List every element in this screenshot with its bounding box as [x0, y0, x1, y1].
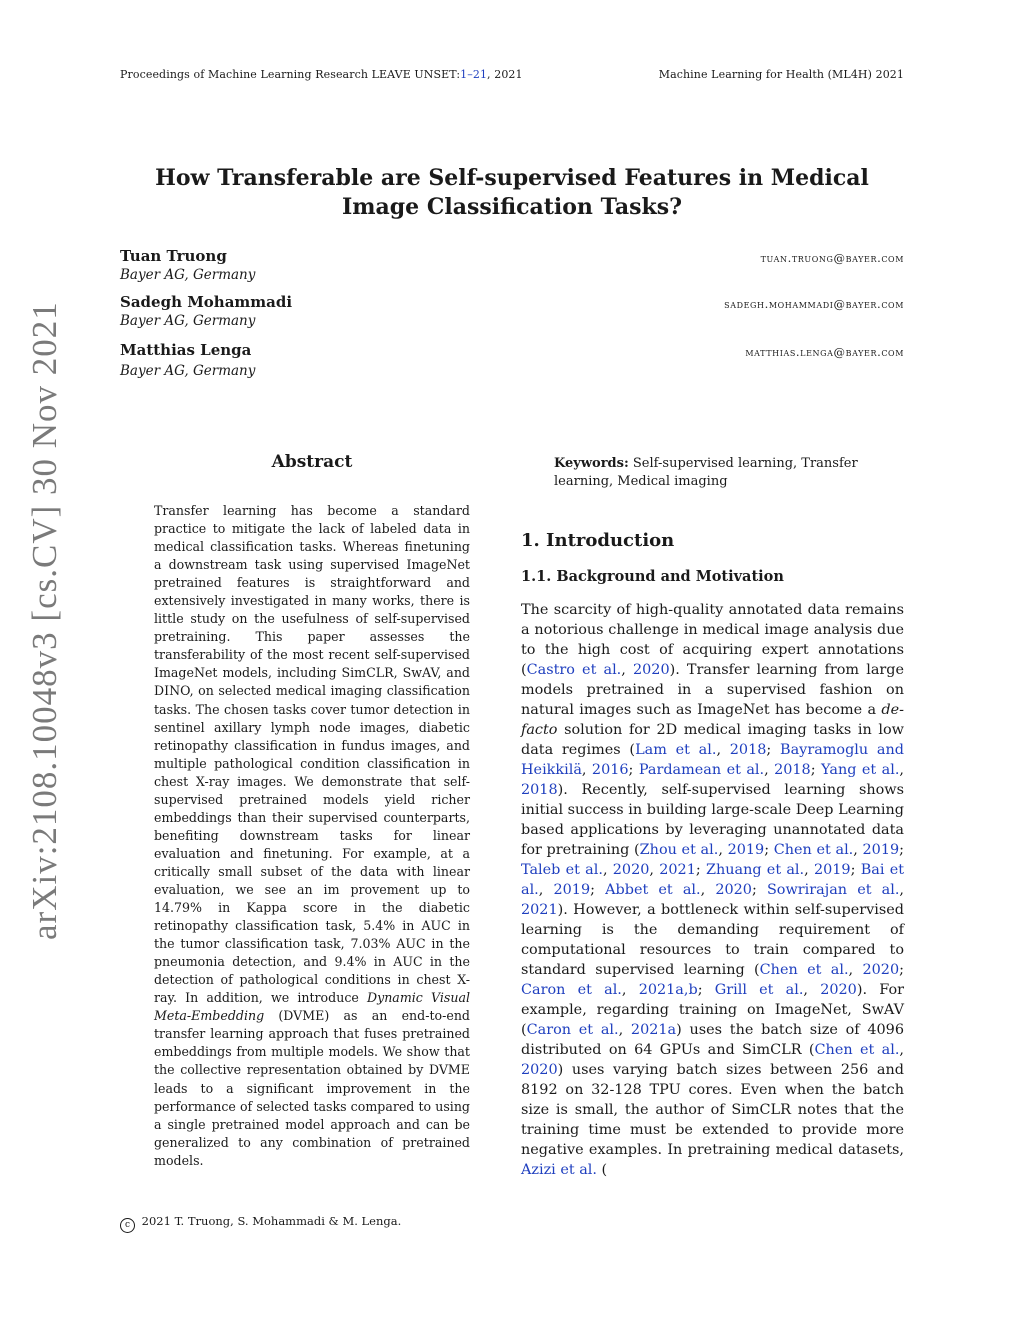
intro-text: ;: [766, 742, 781, 758]
intro-text: ,: [804, 862, 814, 878]
intro-text: ;: [590, 882, 606, 898]
copyright-icon: c: [120, 1218, 135, 1233]
citation-link[interactable]: 2018: [774, 762, 811, 778]
running-header-right: Machine Learning for Health (ML4H) 2021: [658, 68, 904, 81]
citation-link[interactable]: 2021: [659, 862, 696, 878]
intro-text: ,: [848, 962, 863, 978]
citation-link[interactable]: Abbet et al.: [605, 882, 701, 898]
intro-text: ,: [581, 762, 592, 778]
intro-text: ,: [649, 862, 660, 878]
intro-text: ,: [853, 842, 863, 858]
copyright-text: 2021 T. Truong, S. Mohammadi & M. Lenga.: [141, 1214, 402, 1228]
citation-link[interactable]: 2018: [521, 782, 558, 798]
intro-text: ,: [538, 882, 554, 898]
proceedings-year: , 2021: [487, 68, 523, 81]
intro-text: ,: [899, 762, 904, 778]
citation-link[interactable]: 2020: [521, 1062, 558, 1078]
citation-link[interactable]: Castro et al.: [526, 662, 622, 678]
intro-text: ;: [850, 862, 861, 878]
citation-link[interactable]: 2016: [591, 762, 629, 778]
citation-link[interactable]: Taleb et al.: [521, 862, 603, 878]
citation-link[interactable]: 2021a: [630, 1022, 677, 1038]
author-email-3[interactable]: matthias.lenga@bayer.com: [745, 345, 904, 359]
citation-link[interactable]: Caron et al.: [521, 982, 622, 998]
intro-text: ). However, a bottleneck within self-supervised learning is the demanding requirement of computational resources to train compared to standard supervised learning (: [521, 902, 904, 978]
author-name-3: Matthias Lenga: [120, 341, 252, 359]
intro-text: ,: [621, 982, 639, 998]
citation-link[interactable]: Bai et al.: [521, 862, 904, 898]
citation-link[interactable]: 2019: [727, 842, 765, 858]
author-email-1[interactable]: tuan.truong@bayer.com: [760, 251, 904, 265]
citation-link[interactable]: Azizi et al.: [521, 1162, 597, 1178]
section-title-introduction: 1. Introduction: [521, 530, 675, 551]
intro-text: ,: [602, 862, 613, 878]
intro-text: ;: [695, 862, 706, 878]
intro-text: ;: [697, 982, 715, 998]
citation-link[interactable]: 2019: [813, 862, 851, 878]
citation-link[interactable]: 2019: [553, 882, 591, 898]
intro-text: ;: [899, 962, 904, 978]
intro-text: ;: [899, 842, 904, 858]
abstract-text-part-1: Transfer learning has become a standard practice to mitigate the lack of labeled data in medical classification tasks. Whereas finetuning a downstream task using supervised ImageNet pretrained features is straightforward and extensively investigated in many works, there is little study on the usefulness of self-supervised pretraining. This paper assesses the transferability of the most recent self-supervised ImageNet models, including SimCLR, SwAV, and DINO, on selected medical imaging classification tasks. The chosen tasks cover tumor detection in sentinel axillary lymph node images, diabetic retinopathy classification in fundus images, and multiple pathological condition classification in chest X-ray images. We demonstrate that self-supervised pretrained models yield richer embeddings than their supervised counterparts, benefiting downstream tasks for linear evaluation and finetuning. For example, at a critically small subset of the data with linear evaluation, we see an im provement up to 14.79% in Kappa score in the diabetic retinopathy classification task, 5.4% in AUC in the tumor classification task, 7.03% AUC in the pneumonia detection, and 9.4% in AUC in the detection of pathological conditions in chest X-ray. In addition, we introduce: [154, 503, 470, 1006]
intro-text: ) uses varying batch sizes between 256 and 8192 on 32-128 TPU cores. Even when the batch size is small, the author of SimCLR notes that the training time must be extended to provide more negative examples. In pretraining medical datasets,: [521, 1062, 904, 1158]
intro-text: ,: [803, 982, 821, 998]
intro-emphasis: de-facto: [521, 702, 904, 738]
introduction-paragraph: [521, 600, 904, 1180]
author-name-2: Sadegh Mohammadi: [120, 293, 293, 311]
author-affiliation-2: Bayer AG, Germany: [120, 313, 256, 329]
citation-link[interactable]: Zhou et al.: [639, 842, 719, 858]
keywords-text: Self-supervised learning, Transfer learning, Medical imaging: [554, 456, 858, 489]
citation-link[interactable]: Pardamean et al.: [638, 762, 765, 778]
citation-link[interactable]: Grill et al.: [714, 982, 804, 998]
intro-text: ,: [899, 882, 904, 898]
subsection-title-background: 1.1. Background and Motivation: [521, 568, 784, 585]
citation-link[interactable]: 2021: [521, 902, 558, 918]
citation-link[interactable]: 2020: [632, 662, 670, 678]
intro-text: The scarcity of high-quality annotated data remains a notorious challenge in medical image analysis due to the high cost of acquiring expert annotations (: [521, 602, 904, 678]
citation-link[interactable]: Chen et al.: [759, 962, 849, 978]
intro-text: ,: [618, 1022, 631, 1038]
intro-text: ;: [628, 762, 639, 778]
author-name-1: Tuan Truong: [120, 247, 227, 265]
intro-text: ;: [764, 842, 774, 858]
running-header-left: [120, 68, 523, 81]
intro-text: ,: [700, 882, 716, 898]
paper-title: How Transferable are Self-supervised Features in Medical Image Classification Tasks?: [155, 165, 869, 220]
page-range-link[interactable]: 1–21: [460, 68, 488, 81]
intro-text: ;: [751, 882, 767, 898]
intro-text: ,: [899, 1042, 904, 1058]
citation-link[interactable]: Lam et al.: [635, 742, 717, 758]
citation-link[interactable]: Zhuang et al.: [705, 862, 805, 878]
citation-link[interactable]: 2020: [612, 862, 650, 878]
citation-link[interactable]: 2021a,b: [638, 982, 698, 998]
intro-text: ) uses the batch size of 4096 distributed on 64 GPUs and SimCLR (: [521, 1022, 904, 1058]
author-email-2[interactable]: sadegh.mohammadi@bayer.com: [724, 297, 904, 311]
arxiv-identifier-stamp: arXiv:2108.10048v3 [cs.CV] 30 Nov 2021: [25, 301, 64, 940]
abstract-body: [154, 502, 470, 1170]
intro-text: ,: [716, 742, 730, 758]
citation-link[interactable]: Sowrirajan et al.: [766, 882, 900, 898]
citation-link[interactable]: 2020: [715, 882, 752, 898]
author-affiliation-3: Bayer AG, Germany: [120, 363, 256, 379]
citation-link[interactable]: 2019: [862, 842, 900, 858]
intro-text: ;: [810, 762, 822, 778]
abstract-text-part-2: (DVME) as an end-to-end transfer learning approach that fuses pretrained embeddings from multiple models. We show that the collective representation obtained by DVME leads to a significant improvement in the performance of selected tasks compared to using a single pretrained model approach and can be generalized to any combination of pretrained models.: [154, 1008, 470, 1168]
intro-text: ,: [621, 662, 633, 678]
copyright-footer: [120, 1214, 401, 1233]
citation-link[interactable]: Bayramoglu and Heikkilä: [521, 742, 904, 778]
citation-link[interactable]: Yang et al.: [821, 762, 900, 778]
intro-text: ,: [718, 842, 728, 858]
intro-text: (: [596, 1162, 608, 1178]
keywords: [554, 455, 894, 491]
intro-text: ). Transfer learning from large models pretrained in a supervised fashion on natural images such as ImageNet has become a: [521, 662, 905, 718]
keywords-label: Keywords:: [554, 456, 629, 471]
intro-text: ). Recently, self-supervised learning shows initial success in building large-scale Deep Learning based applications by leveraging unannotated data for pretraining (: [521, 782, 904, 858]
citation-link[interactable]: 2018: [729, 742, 767, 758]
citation-link[interactable]: Chen et al.: [814, 1042, 900, 1058]
author-affiliation-1: Bayer AG, Germany: [120, 267, 256, 283]
abstract-method-name: Dynamic Visual Meta-Embedding: [154, 990, 471, 1024]
proceedings-text: Proceedings of Machine Learning Research LEAVE UNSET:: [120, 68, 461, 81]
citation-link[interactable]: 2020: [820, 982, 857, 998]
citation-link[interactable]: Caron et al.: [526, 1022, 619, 1038]
intro-text: solution for 2D medical imaging tasks in low data regimes (: [521, 722, 904, 758]
abstract-heading: Abstract: [271, 452, 353, 472]
intro-text: ). For example, regarding training on ImageNet, SwAV (: [521, 982, 904, 1038]
citation-link[interactable]: 2020: [862, 962, 900, 978]
intro-text: ,: [764, 762, 775, 778]
citation-link[interactable]: Chen et al.: [773, 842, 854, 858]
